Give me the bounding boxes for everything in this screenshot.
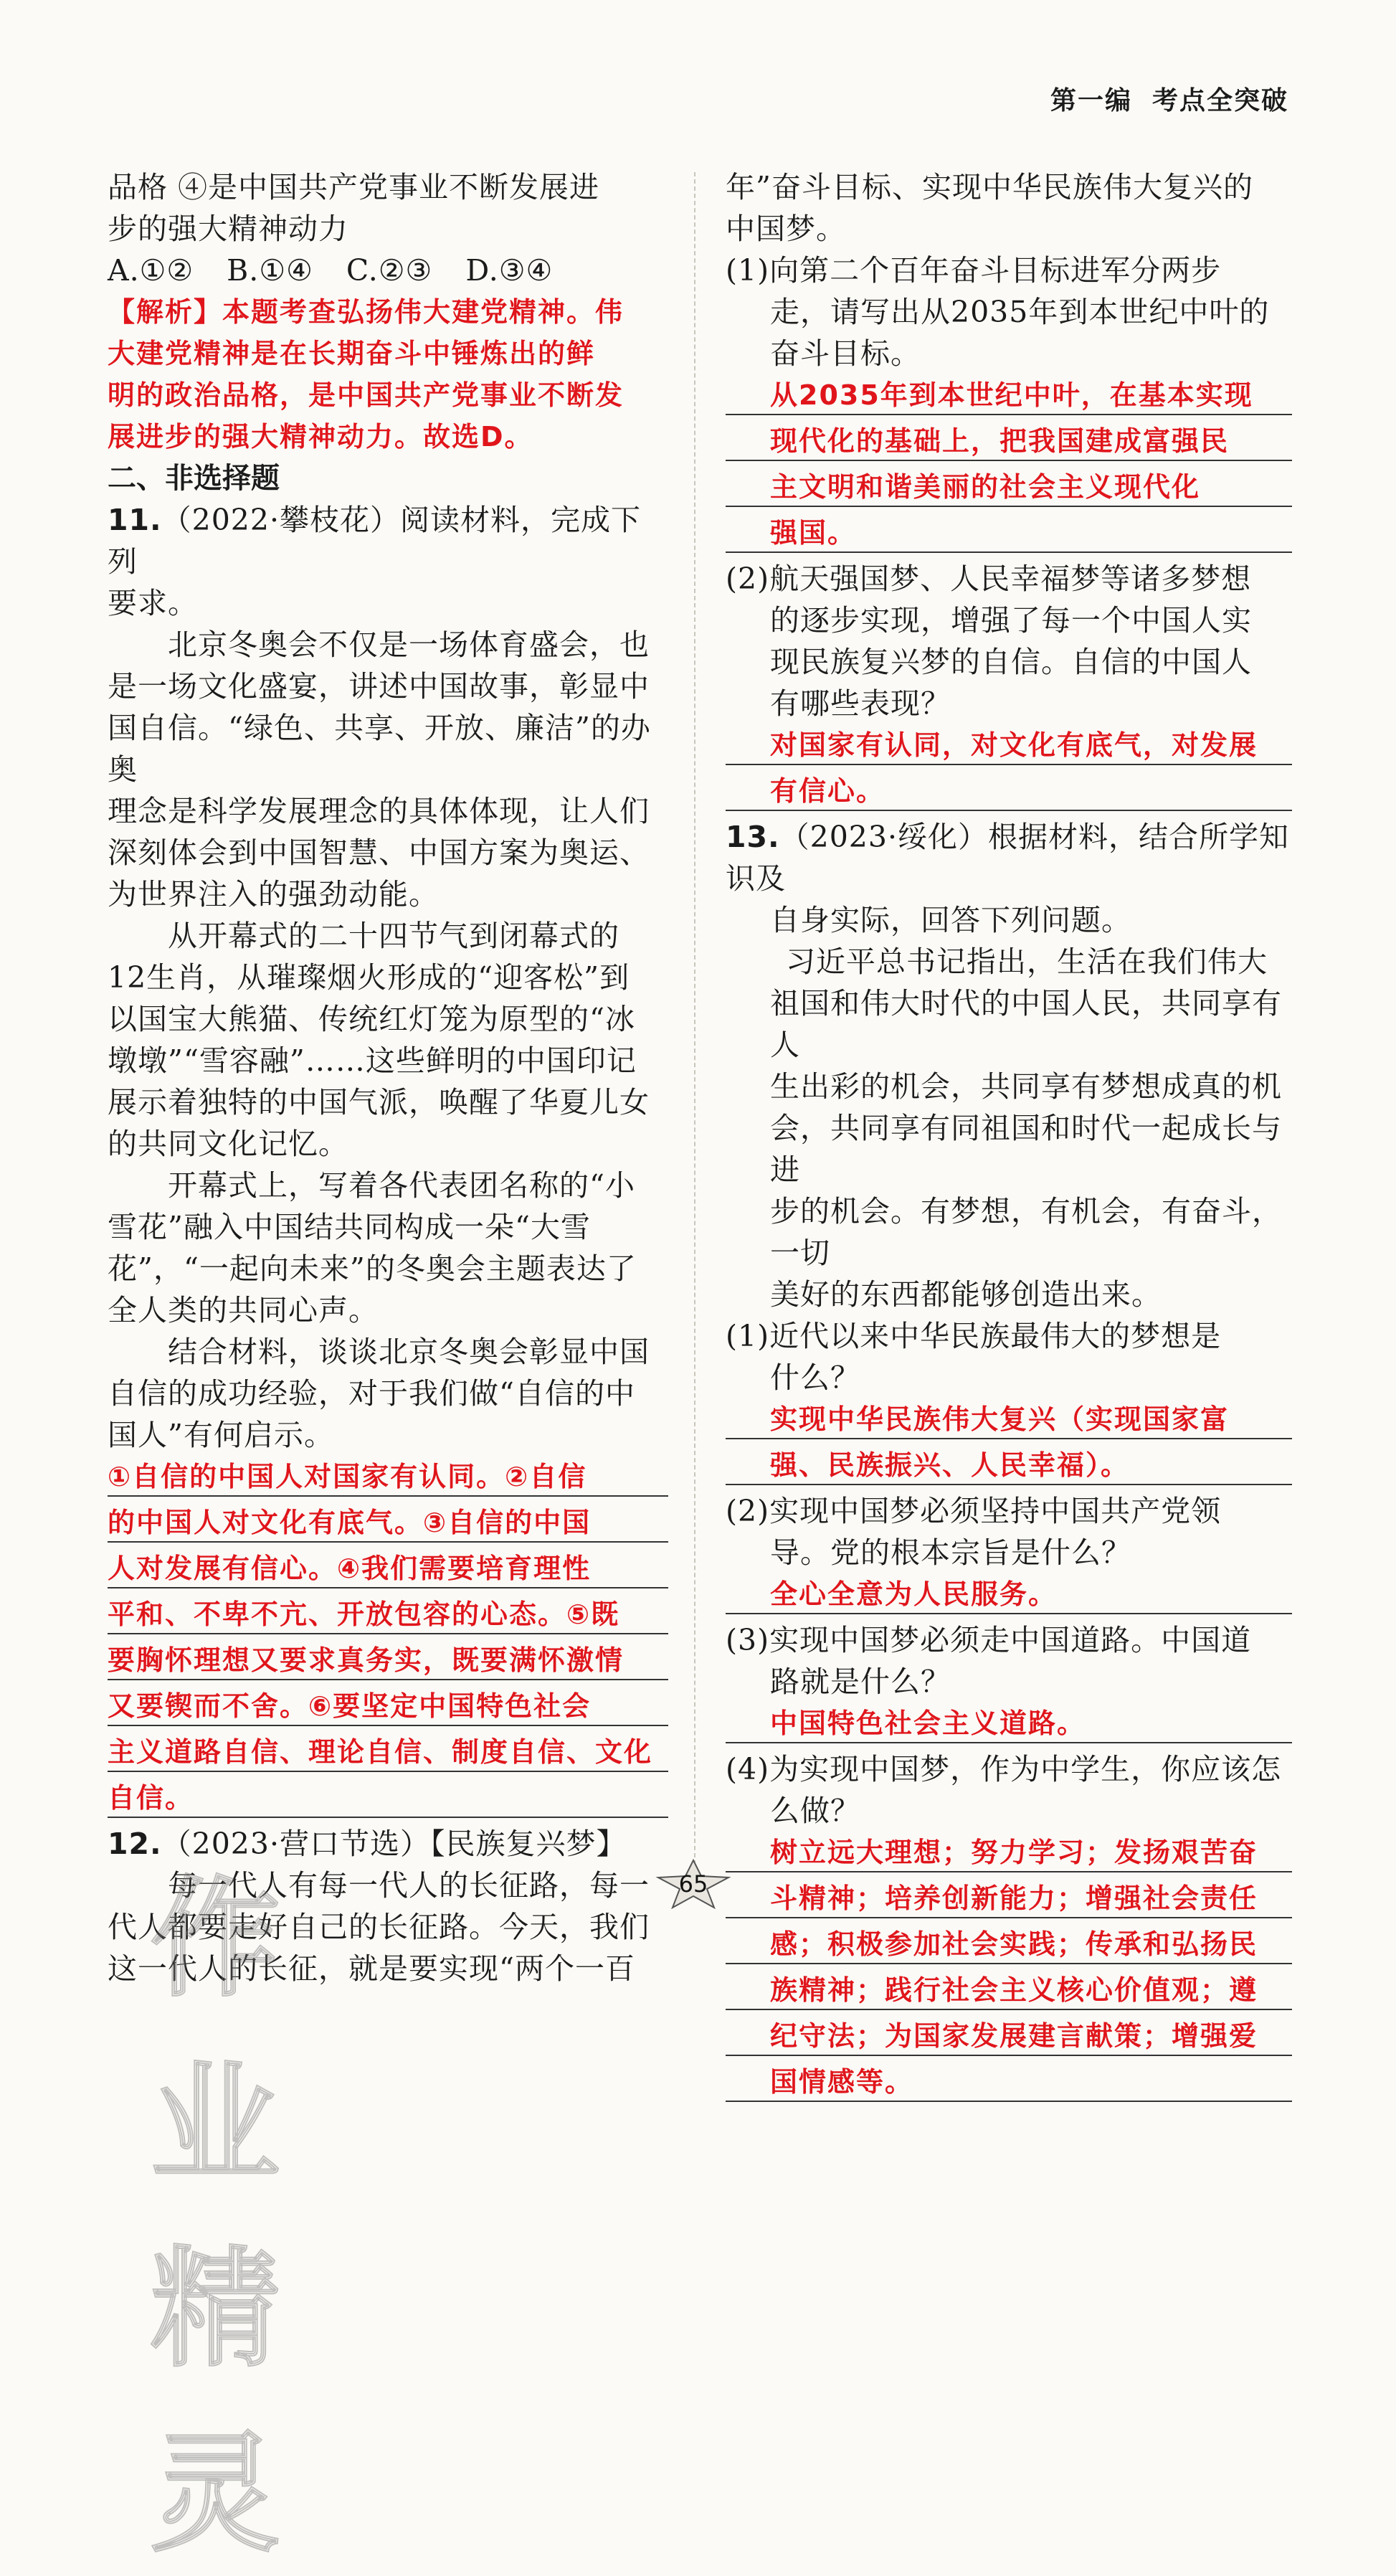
left-column <box>108 166 668 1989</box>
page-number-text: 65 <box>678 1870 708 1898</box>
answer-line: 对国家有认同，对文化有底气，对发展 <box>726 724 1292 766</box>
answer-line: 感；积极参加社会实践；传承和弘扬民 <box>726 1923 1292 1965</box>
q12-cont-line: 年”奋斗目标、实现中华民族伟大复兴的 <box>726 170 1253 204</box>
answer-line: 强、民族振兴、人民幸福）。 <box>726 1444 1292 1486</box>
para-line: 美好的东西都能够创造出来。 <box>770 1277 1162 1312</box>
answer-line: 要胸怀理想又要求真务实，既要满怀激情 <box>108 1639 668 1681</box>
para-line: 北京冬奥会不仅是一场体育盛会，也 <box>168 628 650 662</box>
header-title: 考点全突破 <box>1152 86 1288 115</box>
para-line: 雪花”融入中国结共同构成一朵“大雪 <box>108 1210 591 1244</box>
para-line: 代人都要走好自己的长征路。今天，我们 <box>108 1910 650 1944</box>
para-line: 12生肖，从璀璨烟火形成的“迎客松”到 <box>108 960 630 995</box>
answer-line: 自信。 <box>108 1777 668 1819</box>
q11-number: 11. <box>108 503 162 537</box>
answer-line: 国情感等。 <box>726 2061 1292 2103</box>
header-part: 第一编 <box>1050 86 1132 115</box>
para-line: 步的机会。有梦想，有机会，有奋斗，一切 <box>770 1194 1282 1270</box>
answer-line: 纪守法；为国家发展建言献策；增强爱 <box>726 2015 1292 2057</box>
para-line: 是一场文化盛宴，讲述中国故事，彰显中 <box>108 669 650 704</box>
q10-options <box>108 250 668 291</box>
para-line: 国自信。“绿色、共享、开放、廉洁”的办奥 <box>108 711 651 787</box>
q13-number: 13. <box>726 820 780 854</box>
section-title: 二、非选择题 <box>108 462 280 495</box>
question-line: (4)为实现中国梦，作为中学生，你应该怎 <box>726 1752 1282 1786</box>
q12-head-text: （2023·营口节选）【民族复兴梦】 <box>161 1827 627 1861</box>
answer-line: 中国特色社会主义道路。 <box>726 1703 1292 1744</box>
q11-para1 <box>108 624 668 915</box>
para-line: 会，共同享有同祖国和时代一起成长与进 <box>770 1111 1282 1187</box>
para-line: 全人类的共同心声。 <box>108 1293 379 1327</box>
page-number <box>654 1859 733 1909</box>
q11-para4 <box>108 1331 668 1456</box>
para-line: 理念是科学发展理念的具体体现，让人们 <box>108 794 650 828</box>
q13-head <box>726 816 1292 899</box>
q11-head <box>108 499 668 582</box>
analysis-line: 明的政治品格，是中国共产党事业不断发 <box>108 379 625 411</box>
para-line: 自信的成功经验，对于我们做“自信的中 <box>108 1376 635 1411</box>
option-a: A.①② <box>108 253 194 288</box>
question-line: 导。党的根本宗旨是什么？ <box>770 1535 1131 1570</box>
para-line: 祖国和伟大时代的中国人民，共同享有人 <box>770 986 1282 1062</box>
answer-line: 从2035年到本世纪中叶，在基本实现 <box>726 374 1292 416</box>
q13-head-text: （2023·绥化）根据材料，结合所学知识及 <box>726 820 1290 896</box>
q11-para2 <box>108 915 668 1165</box>
para-line: 这一代人的长征，就是要实现“两个一百 <box>108 1951 635 1986</box>
answer-line: 全心全意为人民服务。 <box>726 1573 1292 1615</box>
q11-answer <box>108 1456 668 1819</box>
question-line: 什么？ <box>770 1360 860 1395</box>
q13-para <box>726 941 1292 1315</box>
para-line: 以国宝大熊猫、传统红灯笼为原型的“冰 <box>108 1002 635 1036</box>
q11-head-text: （2022·攀枝花）阅读材料，完成下列 <box>108 503 642 579</box>
q12-number: 12. <box>108 1827 162 1861</box>
option-b: B.①④ <box>227 253 313 288</box>
question-line: 的逐步实现，增强了每一个中国人实 <box>770 603 1252 638</box>
q13-sub1 <box>726 1315 1292 1486</box>
option-c: C.②③ <box>346 253 433 288</box>
answer-line: 有信心。 <box>726 770 1292 812</box>
answer-line: 树立远大理想；努力学习；发扬艰苦奋 <box>726 1832 1292 1873</box>
question-line: (1)近代以来中华民族最伟大的梦想是 <box>726 1319 1222 1353</box>
answer-line: 的中国人对文化有底气。③自信的中国 <box>108 1502 668 1543</box>
question-line: (3)实现中国梦必须走中国道路。中国道 <box>726 1623 1252 1657</box>
para-line: 生出彩的机会，共同享有梦想成真的机 <box>770 1069 1282 1104</box>
q10-text-line: 步的强大精神动力 <box>108 212 348 246</box>
para-line: 每一代人有每一代人的长征路，每一 <box>168 1868 650 1903</box>
q10-text-line: 品格 ④是中国共产党事业不断发展进 <box>108 170 600 204</box>
answer-line: 主文明和谐美丽的社会主义现代化 <box>726 466 1292 508</box>
q12-cont-line: 中国梦。 <box>726 212 846 246</box>
question-line: 么做？ <box>770 1794 860 1828</box>
para-line: 墩墩”“雪容融”……这些鲜明的中国印记 <box>108 1043 637 1078</box>
para-line: 展示着独特的中国气派，唤醒了华夏儿女 <box>108 1085 650 1119</box>
answer-line: 族精神；践行社会主义核心价值观；遵 <box>726 1969 1292 2011</box>
para-line: 国人”有何启示。 <box>108 1418 334 1452</box>
question-line: 路就是什么？ <box>770 1665 951 1699</box>
q11-head2: 要求。 <box>108 586 198 620</box>
analysis-line: 大建党精神是在长期奋斗中锤炼出的鲜 <box>108 338 596 369</box>
answer-line: 平和、不卑不亢、开放包容的心态。⑤既 <box>108 1594 668 1635</box>
question-line: 奋斗目标。 <box>770 336 921 371</box>
para-line: 从开幕式的二十四节气到闭幕式的 <box>168 919 619 953</box>
para-line: 为世界注入的强劲动能。 <box>108 877 439 911</box>
question-line: 走，请写出从2035年到本世纪中叶的 <box>770 295 1270 329</box>
para-line: 开幕式上，写着各代表团名称的“小 <box>168 1168 635 1203</box>
answer-line: 斗精神；培养创新能力；增强社会责任 <box>726 1877 1292 1919</box>
para-line: 花”，“一起向未来”的冬奥会主题表达了 <box>108 1251 637 1286</box>
para-line: 习近平总书记指出，生活在我们伟大 <box>786 944 1268 979</box>
answer-line: 人对发展有信心。④我们需要培育理性 <box>108 1548 668 1589</box>
option-d: D.③④ <box>465 253 554 288</box>
q11-para3 <box>108 1165 668 1331</box>
column-divider <box>694 172 695 1879</box>
para-line: 的共同文化记忆。 <box>108 1127 348 1161</box>
question-line: 现民族复兴梦的自信。自信的中国人 <box>770 645 1252 679</box>
answer-line: 实现中华民族伟大复兴（实现国家富 <box>726 1398 1292 1440</box>
q13-head2: 自身实际，回答下列问题。 <box>770 903 1131 937</box>
answer-line: 又要锲而不舍。⑥要坚定中国特色社会 <box>108 1685 668 1727</box>
analysis-line: 【解析】本题考查弘扬伟大建党精神。伟 <box>108 296 625 328</box>
q10-analysis <box>108 291 668 458</box>
watermark-text: 作业精灵 <box>151 1865 288 2570</box>
answer-line: 现代化的基础上，把我国建成富强民 <box>726 420 1292 462</box>
question-line: (1)向第二个百年奋斗目标进军分两步 <box>726 253 1222 288</box>
q13-sub2 <box>726 1490 1292 1615</box>
q13-sub4 <box>726 1748 1292 2103</box>
analysis-line: 展进步的强大精神动力。故选D。 <box>108 421 533 453</box>
question-line: 有哪些表现？ <box>770 686 951 721</box>
right-column <box>726 166 1292 2107</box>
para-line: 深刻体会到中国智慧、中国方案为奥运、 <box>108 835 650 870</box>
answer-line: 主义道路自信、理论自信、制度自信、文化 <box>108 1731 668 1773</box>
para-line: 结合材料，谈谈北京冬奥会彰显中国 <box>168 1335 650 1369</box>
q12-sub1 <box>726 250 1292 554</box>
answer-line: ①自信的中国人对国家有认同。②自信 <box>108 1456 668 1497</box>
question-line: (2)实现中国梦必须坚持中国共产党领 <box>726 1494 1222 1528</box>
question-line: (2)航天强国梦、人民幸福梦等诸多梦想 <box>726 562 1252 596</box>
answer-line: 强国。 <box>726 512 1292 554</box>
q12-sub2 <box>726 558 1292 812</box>
q13-sub3 <box>726 1619 1292 1744</box>
page-header <box>1050 80 1288 117</box>
